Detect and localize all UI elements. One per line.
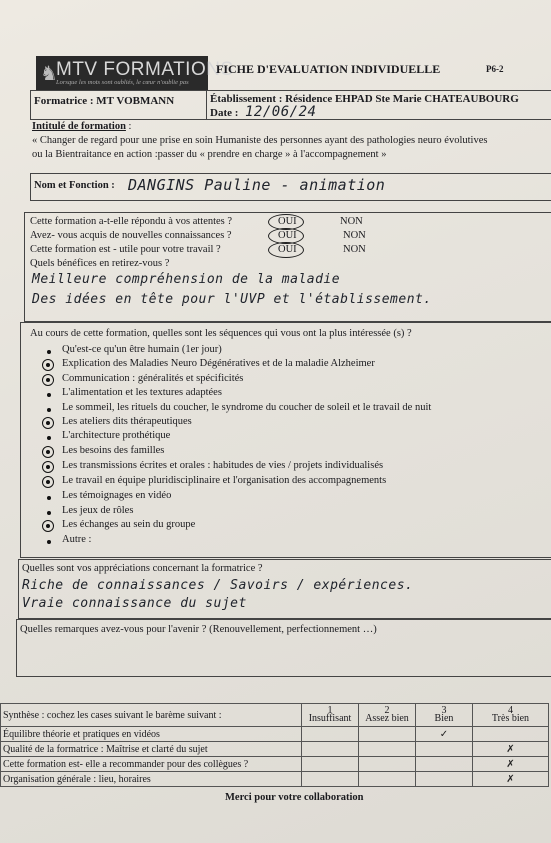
scale-header-3	[416, 704, 473, 727]
sequence-item-6[interactable]: Les ateliers dits thérapeutiques	[62, 416, 192, 427]
sequence-bullet	[47, 436, 51, 440]
rating-cell[interactable]	[359, 772, 416, 787]
date-label: Date :	[210, 107, 239, 119]
logo-tagline: Lorsque les mots sont oubliés, le cœur n'oublie pas	[56, 79, 189, 86]
scale-label: Bien	[434, 713, 454, 724]
rating-cell[interactable]	[302, 727, 359, 742]
rating-cell[interactable]	[416, 742, 473, 757]
logo-title: MTV FORMATIONS	[56, 59, 234, 80]
benefits-answer-2[interactable]: Des idées en tête pour l'UVP et l'établissement.	[32, 292, 432, 307]
sequence-circle-mark	[42, 520, 54, 532]
benefits-label: Quels bénéfices en retirez-vous ?	[30, 258, 170, 269]
sequences-label: Au cours de cette formation, quelles sont les séquences qui vous ont la plus intéressée (s) ?	[30, 328, 412, 339]
synthesis-row	[1, 727, 549, 742]
rating-cell[interactable]	[359, 742, 416, 757]
sequence-bullet	[47, 408, 51, 412]
formation-label-colon: :	[125, 121, 132, 132]
scale-header-1	[302, 704, 359, 727]
sequence-bullet	[47, 393, 51, 397]
rating-cell[interactable]	[302, 757, 359, 772]
sequence-item-12[interactable]: Les jeux de rôles	[62, 505, 134, 516]
formation-title-line2: ou la Bientraitance en action :passer du « prendre en charge » à l'accompagnement »	[32, 149, 387, 160]
question-3-yes[interactable]: OUI	[278, 244, 297, 255]
sequence-circle-mark	[42, 446, 54, 458]
sequence-bullet	[47, 511, 51, 515]
rating-cell-checked[interactable]: ✗	[473, 742, 549, 757]
rating-cell[interactable]	[359, 757, 416, 772]
identity-label: Nom et Fonction :	[34, 180, 115, 191]
sequence-item-4[interactable]: L'alimentation et les textures adaptées	[62, 387, 222, 398]
formation-label: Intitulé de formation	[32, 121, 126, 132]
synthesis-row-label: Organisation générale : lieu, horaires	[1, 772, 302, 787]
scale-label: Insuffisant	[308, 713, 352, 724]
remarks-label: Quelles remarques avez-vous pour l'avenir ? (Renouvellement, perfectionnement …)	[20, 624, 377, 635]
appreciations-label: Quelles sont vos appréciations concernant la formatrice ?	[22, 563, 263, 574]
sequence-item-9[interactable]: Les transmissions écrites et orales : habitudes de vies / projets individualisés	[62, 460, 384, 471]
logo-emblem-icon: ♞	[40, 63, 58, 85]
sequence-item-7[interactable]: L'architecture prothétique	[62, 430, 171, 441]
formatrice-name: Formatrice : MT VOBMANN	[34, 95, 175, 107]
scale-label: Très bien	[491, 713, 530, 724]
formation-heading	[32, 121, 131, 132]
sequence-bullet	[47, 540, 51, 544]
question-2-yes[interactable]: OUI	[278, 230, 297, 241]
synthesis-table	[0, 703, 549, 787]
sequence-bullet	[47, 350, 51, 354]
sequence-item-10[interactable]: Le travail en équipe pluridisciplinaire et l'organisation des accompagnements	[62, 475, 387, 486]
synthesis-row-label: Équilibre théorie et pratiques en vidéos	[1, 727, 302, 742]
scale-header-2	[359, 704, 416, 727]
rating-cell[interactable]	[416, 757, 473, 772]
sequence-item-13[interactable]: Les échanges au sein du groupe	[62, 519, 196, 530]
rating-cell[interactable]	[302, 742, 359, 757]
document-code: P6-2	[486, 64, 504, 74]
sequence-item-2[interactable]: Explication des Maladies Neuro Dégénératives et de la maladie Alzheimer	[62, 358, 375, 369]
scale-header-4	[473, 704, 549, 727]
appreciations-answer-2[interactable]: Vraie connaissance du sujet	[22, 596, 247, 611]
rating-cell-checked[interactable]: ✗	[473, 772, 549, 787]
question-1-yes[interactable]: OUI	[278, 216, 297, 227]
rating-cell[interactable]	[416, 772, 473, 787]
synthesis-row-label: Qualité de la formatrice : Maîtrise et clarté du sujet	[1, 742, 302, 757]
synthesis-label: Synthèse : cochez les cases suivant le barème suivant :	[1, 704, 302, 727]
sequence-item-8[interactable]: Les besoins des familles	[62, 445, 165, 456]
question-1-no[interactable]: NON	[340, 216, 363, 227]
synthesis-row	[1, 742, 549, 757]
question-2-no[interactable]: NON	[343, 230, 366, 241]
sequence-circle-mark	[42, 374, 54, 386]
rating-cell-checked[interactable]: ✗	[473, 757, 549, 772]
scale-num: 3	[441, 705, 447, 716]
sequence-item-5[interactable]: Le sommeil, les rituels du coucher, le syndrome du coucher de soleil et le travail de nuit	[62, 402, 432, 413]
etablissement: Établissement : Résidence EHPAD Ste Marie CHATEAUBOURG	[210, 93, 519, 105]
sequence-bullet	[47, 496, 51, 500]
synthesis-row	[1, 757, 549, 772]
rating-cell[interactable]	[359, 727, 416, 742]
sequence-item-1[interactable]: Qu'est-ce qu'un être humain (1er jour)	[62, 344, 222, 355]
sequence-item-3[interactable]: Communication : généralités et spécificités	[62, 373, 244, 384]
rating-cell[interactable]	[302, 772, 359, 787]
document-title: FICHE D'EVALUATION INDIVIDUELLE	[216, 62, 441, 76]
sequence-item-11[interactable]: Les témoignages en vidéo	[62, 490, 172, 501]
sequence-circle-mark	[42, 417, 54, 429]
question-2: Avez- vous acquis de nouvelles connaissances ?	[30, 230, 232, 241]
question-3-no[interactable]: NON	[343, 244, 366, 255]
company-logo	[36, 56, 234, 90]
question-1: Cette formation a-t-elle répondu à vos attentes ?	[30, 216, 233, 227]
sequence-item-14[interactable]: Autre :	[62, 534, 92, 545]
benefits-answer-1[interactable]: Meilleure compréhension de la maladie	[32, 272, 341, 287]
appreciations-answer-1[interactable]: Riche de connaissances / Savoirs / expériences.	[22, 578, 414, 593]
thank-you-footer: Merci pour votre collaboration	[225, 792, 364, 803]
scale-num: 2	[384, 705, 390, 716]
sequence-circle-mark	[42, 476, 54, 488]
formation-title-line1: « Changer de regard pour une prise en soin Humaniste des personnes ayant des pathologies neuro évolutives	[32, 135, 488, 146]
synthesis-row-label: Cette formation est- elle a recommander pour des collègues ?	[1, 757, 302, 772]
date-value[interactable]: 12/06/24	[245, 104, 317, 120]
sequence-circle-mark	[42, 359, 54, 371]
rating-cell-checked[interactable]: ✓	[416, 727, 473, 742]
scale-label: Assez bien	[365, 713, 409, 724]
identity-value[interactable]: DANGINS Pauline - animation	[128, 176, 386, 194]
sequence-circle-mark	[42, 461, 54, 473]
scale-num: 4	[508, 705, 513, 716]
scale-num: 1	[327, 705, 333, 716]
synthesis-header-row	[1, 704, 549, 727]
rating-cell[interactable]	[473, 727, 549, 742]
question-3: Cette formation est - utile pour votre travail ?	[30, 244, 221, 255]
synthesis-row	[1, 772, 549, 787]
question-3-yes-circle	[268, 242, 304, 258]
